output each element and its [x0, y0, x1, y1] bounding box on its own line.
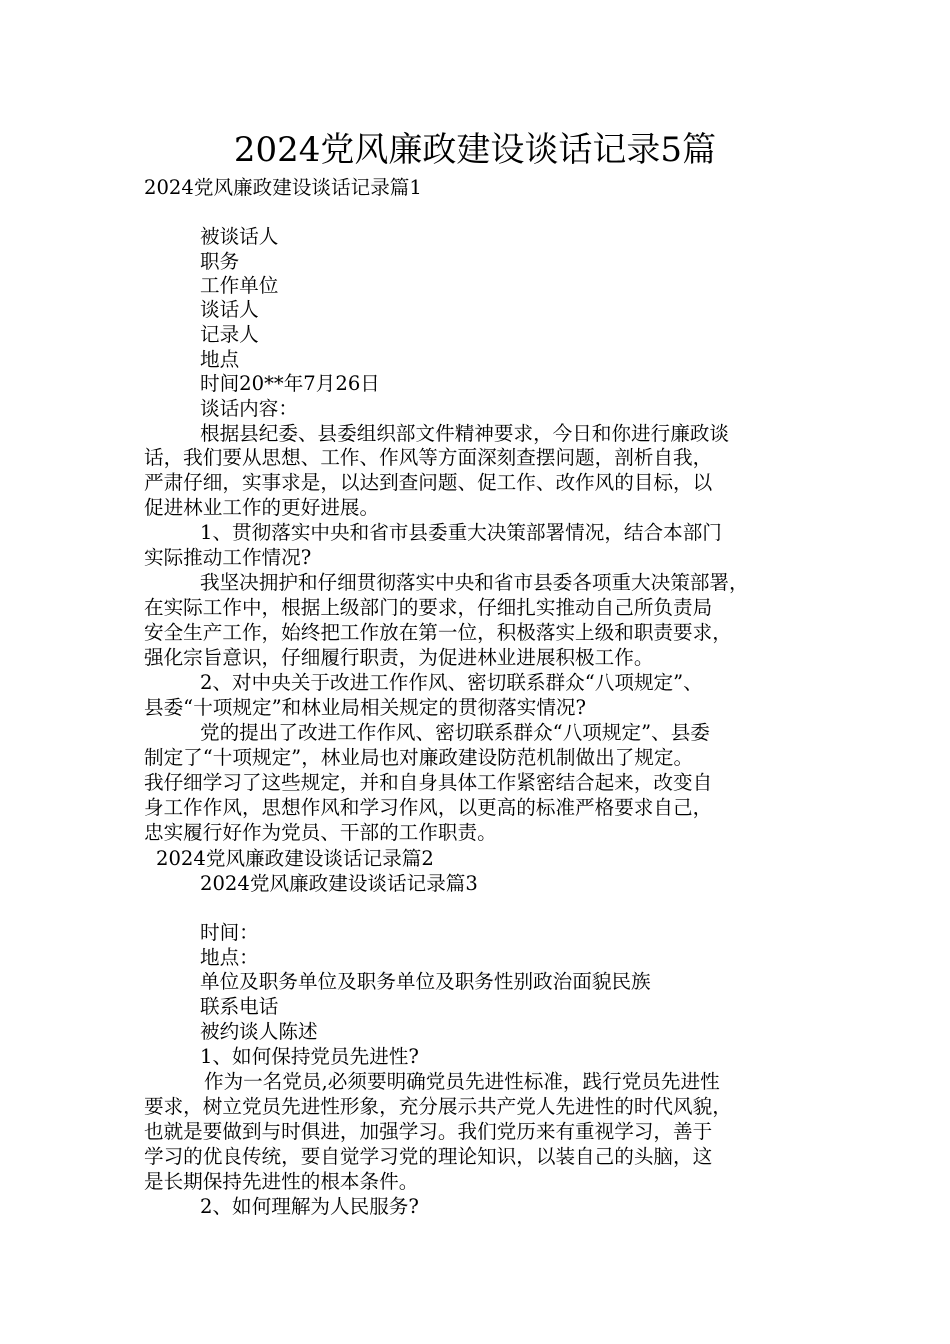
section-1-heading: 2024党风廉政建设谈话记录篇1 — [144, 176, 422, 199]
question-1-line: 实际推动工作情况? — [144, 546, 312, 569]
answer-2-line: 我仔细学习了这些规定，并和自身具体工作紧密结合起来，改变自 — [144, 771, 713, 794]
question-2-line: 县委“十项规定”和林业局相关规定的贯彻落实情况? — [144, 696, 587, 719]
intro-line: 严肃仔细，实事求是，以达到查问题、促工作、改作风的目标，以 — [144, 471, 713, 494]
intro-line: 促进林业工作的更好进展。 — [144, 496, 380, 519]
answer-2-line: 党的提出了改进工作作风、密切联系群众“八项规定”、县委 — [200, 721, 710, 744]
answer-1-line: 安全生产工作，始终把工作放在第一位，积极落实上级和职责要求， — [144, 621, 732, 644]
s3-field-phone: 联系电话 — [200, 995, 279, 1018]
answer-1-line: 强化宗旨意识，仔细履行职责，为促进林业进展积极工作。 — [144, 646, 654, 669]
intro-line: 话，我们要从思想、工作、作风等方面深刻查摆问题，剖析自我， — [144, 446, 713, 469]
answer-2-line: 身工作作风，思想作风和学习作风，以更高的标准严格要求自己， — [144, 796, 713, 819]
answer-2-line: 忠实履行好作为党员、干部的工作职责。 — [144, 821, 497, 844]
field-time: 时间20**年7月26日 — [200, 372, 380, 395]
field-work-unit: 工作单位 — [200, 274, 279, 297]
s3-answer-1-line: 作为一名党员,必须要明确党员先进性标准，践行党员先进性 — [204, 1070, 720, 1093]
document-title: 2024党风廉政建设谈话记录5篇 — [233, 130, 717, 170]
section-3-heading: 2024党风廉政建设谈话记录篇3 — [200, 872, 478, 895]
field-interviewer: 谈话人 — [200, 298, 259, 321]
answer-2-line: 制定了“十项规定”，林业局也对廉政建设防范机制做出了规定。 — [144, 746, 694, 769]
section-2-heading: 2024党风廉政建设谈话记录篇2 — [156, 847, 434, 870]
answer-1-line: 在实际工作中，根据上级部门的要求，仔细扎实推动自己所负责局 — [144, 596, 713, 619]
s3-field-location: 地点： — [200, 946, 259, 969]
s3-answer-1-line: 是长期保持先进性的根本条件。 — [144, 1170, 419, 1193]
s3-answer-1-line: 也就是要做到与时俱进，加强学习。我们党历来有重视学习，善于 — [144, 1120, 713, 1143]
field-location: 地点 — [200, 348, 240, 371]
s3-answer-1-line: 学习的优良传统，要自觉学习党的理论知识，以装自己的头脑，这 — [144, 1145, 713, 1168]
intro-line: 根据县纪委、县委组织部文件精神要求，今日和你进行廉政谈 — [200, 422, 730, 445]
field-recorder: 记录人 — [200, 323, 259, 346]
question-2-line: 2、对中央关于改进工作作风、密切联系群众“八项规定”、 — [200, 671, 703, 694]
field-interviewee: 被谈话人 — [200, 225, 279, 248]
s3-question-2: 2、如何理解为人民服务? — [200, 1195, 419, 1218]
answer-1-line: 我坚决拥护和仔细贯彻落实中央和省市县委各项重大决策部署， — [200, 571, 749, 594]
s3-field-unit-row: 单位及职务单位及职务单位及职务性别政治面貌民族 — [200, 970, 651, 993]
s3-answer-1-line: 要求，树立党员先进性形象，充分展示共产党人先进性的时代风貌， — [144, 1095, 732, 1118]
s3-field-time: 时间： — [200, 921, 259, 944]
question-1-line: 1、贯彻落实中央和省市县委重大决策部署情况，结合本部门 — [200, 521, 722, 544]
field-position: 职务 — [200, 250, 240, 273]
s3-field-statement: 被约谈人陈述 — [200, 1020, 318, 1043]
s3-question-1: 1、如何保持党员先进性? — [200, 1045, 419, 1068]
field-content-label: 谈话内容： — [200, 397, 298, 420]
